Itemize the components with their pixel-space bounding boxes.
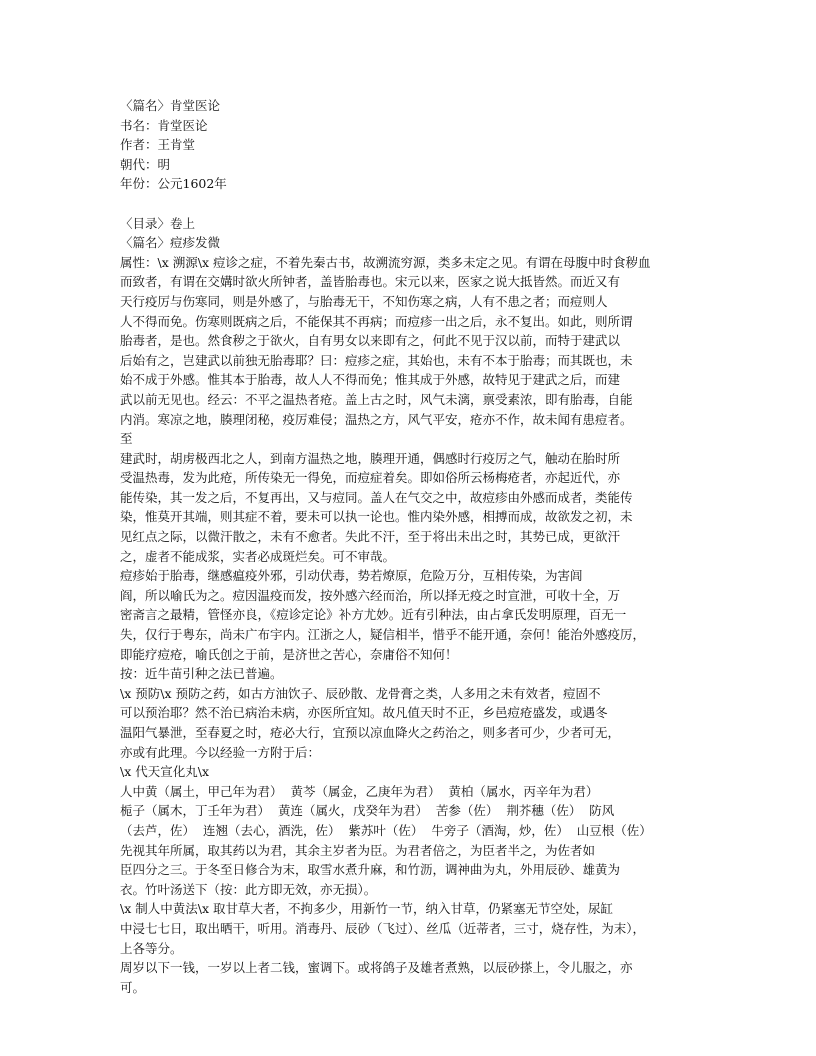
- year: 年份：公元1602年: [120, 176, 227, 192]
- text-line: 失，仅行于粤东，尚未广布宇内。江浙之人，疑信相半，惜乎不能开通，奈何！能治外感疫厉，: [120, 627, 646, 643]
- text-line: 始不成于外感。惟其本于胎毒，故人人不得而免；惟其成于外感，故特见于建武之后，而建: [120, 372, 621, 388]
- text-line: 建武时，胡虏极西北之人，到南方温热之地，腠理开通，偶感时行疫厉之气，触动在胎时所: [120, 450, 621, 466]
- text-line: 能传染，其一发之后，不复再出，又与痘同。盖人在气交之中，故痘疹由外感而成者，类能传: [120, 489, 633, 505]
- header-title: 〈篇名〉肯堂医论: [120, 98, 221, 113]
- text-line: 可。: [120, 979, 146, 995]
- text-line: 周岁以下一钱，一岁以上者二钱，蜜调下。或将鸽子及雄者煮熟，以辰砂搽上，令儿服之，亦: [120, 960, 633, 976]
- text-line: 臣四分之三。于冬至日修合为末，取雪水煮升麻，和竹沥，调神曲为丸，外用辰砂、雄黄为: [120, 862, 621, 878]
- text-line: 亦或有此理。今以经验一方附于后：: [120, 744, 321, 760]
- text-line: 胎毒者，是也。然食秽之于欲火，自有男女以来即有之，何此不见于汉以前，而特于建武以: [120, 333, 621, 349]
- text-line: 武以前无见也。经云：不平之温热者疮。盖上古之时，风气未漓，禀受素浓，即有胎毒，自能: [120, 391, 633, 407]
- text-line: 后始有之，岂建武以前独无胎毒耶？曰：痘疹之症，其始也，未有不本于胎毒；而其既也，未: [120, 352, 633, 368]
- document-page: [120, 96, 700, 997]
- text-line: 密斋言之最精，管怪亦良，《痘诊定论》补方尤妙。近有引种法，由占拿氏发明原理，百无一: [120, 607, 627, 623]
- text-line: 染，惟莫开其端，则其症不着，要未可以执一论也。惟内染外感，相搏而成，故欲发之初，未: [120, 509, 633, 525]
- text-line: 可以预治耶？然不治已病治未病，亦医所宜知。故凡值天时不正，乡邑痘疮盛发，或遇冬: [120, 705, 608, 721]
- body-text: [120, 214, 700, 998]
- text-line: 人不得而免。伤寒则既病之后，不能保其不再病；而痘疹一出之后，永不复出。如此，则所谓: [120, 313, 633, 329]
- text-line: 中浸七七日，取出晒干，听用。消毒丹、辰砂（飞过）、丝瓜（近蒂者，三寸，烧存性，为末），: [120, 920, 646, 936]
- text-line: 衣。竹叶汤送下（按：此方即无效，亦无损）。: [120, 881, 377, 897]
- text-line: 按：近牛苗引种之法已普遍。: [120, 666, 283, 682]
- text-line: 之，虚者不能成浆，实者必成斑烂矣。可不审哉。: [120, 548, 396, 564]
- text-line: 〈目录〉卷上: [120, 215, 196, 231]
- text-line: 栀子（属木，丁壬年为君） 黄连（属火，戊癸年为君） 苦参（佐） 荆芥穗（佐） 防风: [120, 803, 615, 819]
- text-line: 痘疹始于胎毒，继感瘟疫外邪，引动伏毒，势若燎原，危险万分，互相传染，为害闾: [120, 568, 583, 584]
- book-name: 书名：肯堂医论: [120, 117, 208, 133]
- text-line: 见红点之际，以微汗散之，未有不愈者。失此不汗，至于将出未出之时，其势已成，更欲汗: [120, 529, 621, 545]
- text-line: 阎，所以喻氏为之。痘因温疫而发，按外感六经而治，所以择无疫之时宣泄，可收十全，万: [120, 587, 621, 603]
- text-line: 上各等分。: [120, 940, 183, 956]
- spacer: [120, 194, 700, 214]
- text-line: 天行疫厉与伤寒同，则是外感了，与胎毒无干，不知伤寒之病，人有不患之者；而痘则人: [120, 293, 608, 309]
- text-line: 即能疗痘疮，喻氏创之于前，是济世之苦心，奈庸俗不知何！: [120, 646, 458, 662]
- text-line: 受温热毒，发为此疮，所传染无一得免，而痘症着矣。即如俗所云杨梅疮者，亦起近代，亦: [120, 470, 621, 486]
- text-line: 内消。寒凉之地，腠理闭秘，疫厉难侵；温热之方，风气平安，疮亦不作，故未闻有患痘者。: [120, 411, 633, 427]
- text-line: 至: [120, 431, 133, 447]
- dynasty: 朝代：明: [120, 156, 171, 172]
- text-line: 先视其年所属，取其药以为君，其余主岁者为臣。为君者倍之，为臣者半之，为佐者如: [120, 842, 596, 858]
- text-line: 温阳气暴泄，至春夏之时，疮必大行，宜预以凉血降火之药治之，则多者可少，少者可无，: [120, 725, 621, 740]
- text-line: \x 制人中黄法\x 取甘草大者，不拘多少，用新竹一节，纳入甘草，仍紧塞无节空处，尿缸: [120, 901, 613, 917]
- text-line: \x 预防\x 预防之药，如古方油饮子、辰砂散、龙骨膏之类，人多用之未有效者，痘固不: [120, 685, 601, 701]
- text-line: 属性：\x 溯源\x 痘诊之症，不着先秦古书，故溯流穷源，类多未定之见。有谓在母腹中时食秽血: [120, 254, 651, 270]
- text-line: \x 代天宣化丸\x: [120, 764, 209, 780]
- text-line: 〈篇名〉痘疹发微: [120, 235, 221, 251]
- text-line: 而致者，有谓在交媾时欲火所钟者，盖皆胎毒也。宋元以来，医家之说大抵皆然。而近又有: [120, 274, 621, 290]
- text-line: （去芦，佐） 连翘（去心，酒洗，佐） 紫苏叶（佐） 牛旁子（酒淘，炒，佐） 山豆根（佐）: [120, 822, 652, 838]
- text-line: 人中黄（属土，甲己年为君） 黄芩（属金，乙庚年为君） 黄柏（属水，丙辛年为君）: [120, 783, 599, 799]
- author: 作者：王肯堂: [120, 137, 196, 153]
